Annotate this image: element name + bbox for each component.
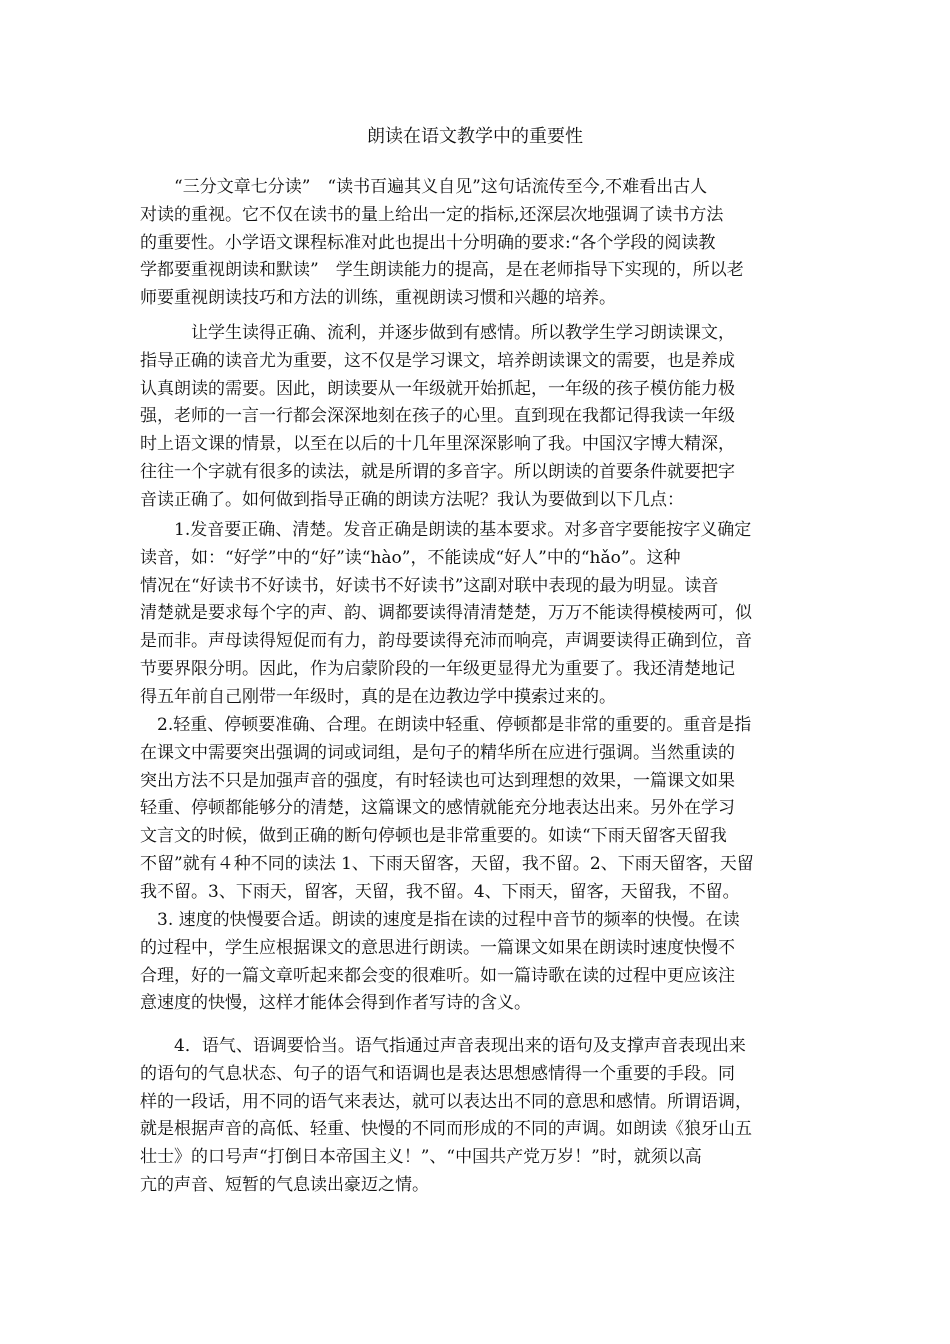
paragraph-point-3 — [140, 907, 808, 1018]
text-line: 指导正确的读音尤为重要，这不仅是学习课文，培养朗读课文的需要，也是养成 — [140, 350, 735, 371]
text-line: 节要界限分明。因此，作为启蒙阶段的一年级更显得尤为重要了。我还清楚地记 — [140, 658, 735, 679]
text-line: 认真朗读的需要。因此，朗读要从一年级就开始抓起，一年级的孩子模仿能力极 — [140, 378, 735, 399]
text-line: 情况在“好读书不好读书，好读书不好读书”这副对联中表现的最为明显。读音 — [140, 575, 719, 596]
text-line: “三分文章七分读” “读书百遍其义自见”这句话流传至今,不难看出古人 — [140, 177, 708, 197]
text-line: 音读正确了。如何做到指导正确的朗读方法呢？我认为要做到以下几点： — [140, 489, 684, 510]
text-line: 我不留。3、下雨天，留客，天留，我不留。4、下雨天，留客，天留我，不留。 — [140, 881, 740, 902]
text-line: 让学生读得正确、流利，并逐步做到有感情。所以教学生学习朗读课文， — [140, 323, 735, 343]
text-line: 4．语气、语调要恰当。语气指通过声音表现出来的语句及支撑声音表现出来 — [140, 1036, 746, 1056]
text-line: 的语句的气息状态、句子的语气和语调也是表达思想感情得一个重要的手段。同 — [140, 1063, 735, 1084]
text-line: 读音，如：“好学”中的“好”读“hào”，不能读成“好人”中的“hǎo”。这种 — [140, 547, 681, 568]
text-line: 往往一个字就有很多的读法，就是所谓的多音字。所以朗读的首要条件就要把字 — [140, 461, 735, 482]
paragraph-correct-reading — [140, 320, 808, 515]
paragraph-point-4 — [140, 1033, 808, 1200]
text-line: 的过程中，学生应根据课文的意思进行朗读。一篇课文如果在朗读时速度快慢不 — [140, 937, 735, 958]
paragraph-point-2 — [140, 712, 808, 907]
text-line: 样的一段话，用不同的语气来表达，就可以表达出不同的意思和感情。所谓语调， — [140, 1091, 752, 1112]
text-line: 2.轻重、停顿要准确、合理。在朗读中轻重、停顿都是非常的重要的。重音是指 — [140, 715, 752, 735]
text-line: 对读的重视。它不仅在读书的量上给出一定的指标,还深层次地强调了读书方法 — [140, 204, 724, 225]
text-line: 3. 速度的快慢要合适。朗读的速度是指在读的过程中音节的频率的快慢。在读 — [140, 910, 740, 930]
text-line: 意速度的快慢，这样才能体会得到作者写诗的含义。 — [140, 993, 531, 1014]
text-line: 不留”就有４种不同的读法 1、下雨天留客，天留，我不留。2、下雨天留客，天留 — [140, 853, 754, 874]
text-line: 是而非。声母读得短促而有力，韵母要读得充沛而响亮，声调要读得正确到位，音 — [140, 631, 752, 652]
text-line: 得五年前自己刚带一年级时，真的是在边教边学中摸索过来的。 — [140, 686, 616, 707]
text-line: 壮士》的口号声“打倒日本帝国主义！”、“中国共产党万岁！”时，就须以高 — [140, 1147, 702, 1168]
text-line: 合理，好的一篇文章听起来都会变的很难听。如一篇诗歌在读的过程中更应该注 — [140, 965, 735, 986]
text-line: 文言文的时候，做到正确的断句停顿也是非常重要的。如读“下雨天留客天留我 — [140, 826, 727, 847]
paragraph-intro — [140, 174, 808, 313]
text-line: 突出方法不只是加强声音的强度，有时轻读也可达到理想的效果，一篇课文如果 — [140, 770, 735, 791]
text-line: 清楚就是要求每个字的声、韵、调都要读得清清楚楚，万万不能读得模棱两可，似 — [140, 603, 752, 624]
text-line: 学都要重视朗读和默读” 学生朗读能力的提高，是在老师指导下实现的，所以老 — [140, 260, 744, 281]
paragraph-point-1 — [140, 517, 808, 712]
text-line: 就是根据声音的高低、轻重、快慢的不同而形成的不同的声调。如朗读《狼牙山五 — [140, 1119, 752, 1140]
document-title: 朗读在语文教学中的重要性 — [367, 126, 583, 147]
text-line: 亢的声音、短暂的气息读出豪迈之情。 — [140, 1174, 429, 1195]
text-line: 师要重视朗读技巧和方法的训练，重视朗读习惯和兴趣的培养。 — [140, 288, 616, 309]
text-line: 强，老师的一言一行都会深深地刻在孩子的心里。直到现在我都记得我读一年级 — [140, 406, 735, 427]
text-line: 1.发音要正确、清楚。发音正确是朗读的基本要求。对多音字要能按字义确定 — [140, 520, 752, 540]
text-line: 时上语文课的情景，以至在以后的十几年里深深影响了我。中国汉字博大精深， — [140, 434, 735, 455]
text-line: 轻重、停顿都能够分的清楚，这篇课文的感情就能充分地表达出来。另外在学习 — [140, 798, 735, 819]
text-line: 在课文中需要突出强调的词或词组，是句子的精华所在应进行强调。当然重读的 — [140, 742, 735, 763]
text-line: 的重要性。小学语文课程标准对此也提出十分明确的要求:“各个学段的阅读教 — [140, 232, 716, 253]
